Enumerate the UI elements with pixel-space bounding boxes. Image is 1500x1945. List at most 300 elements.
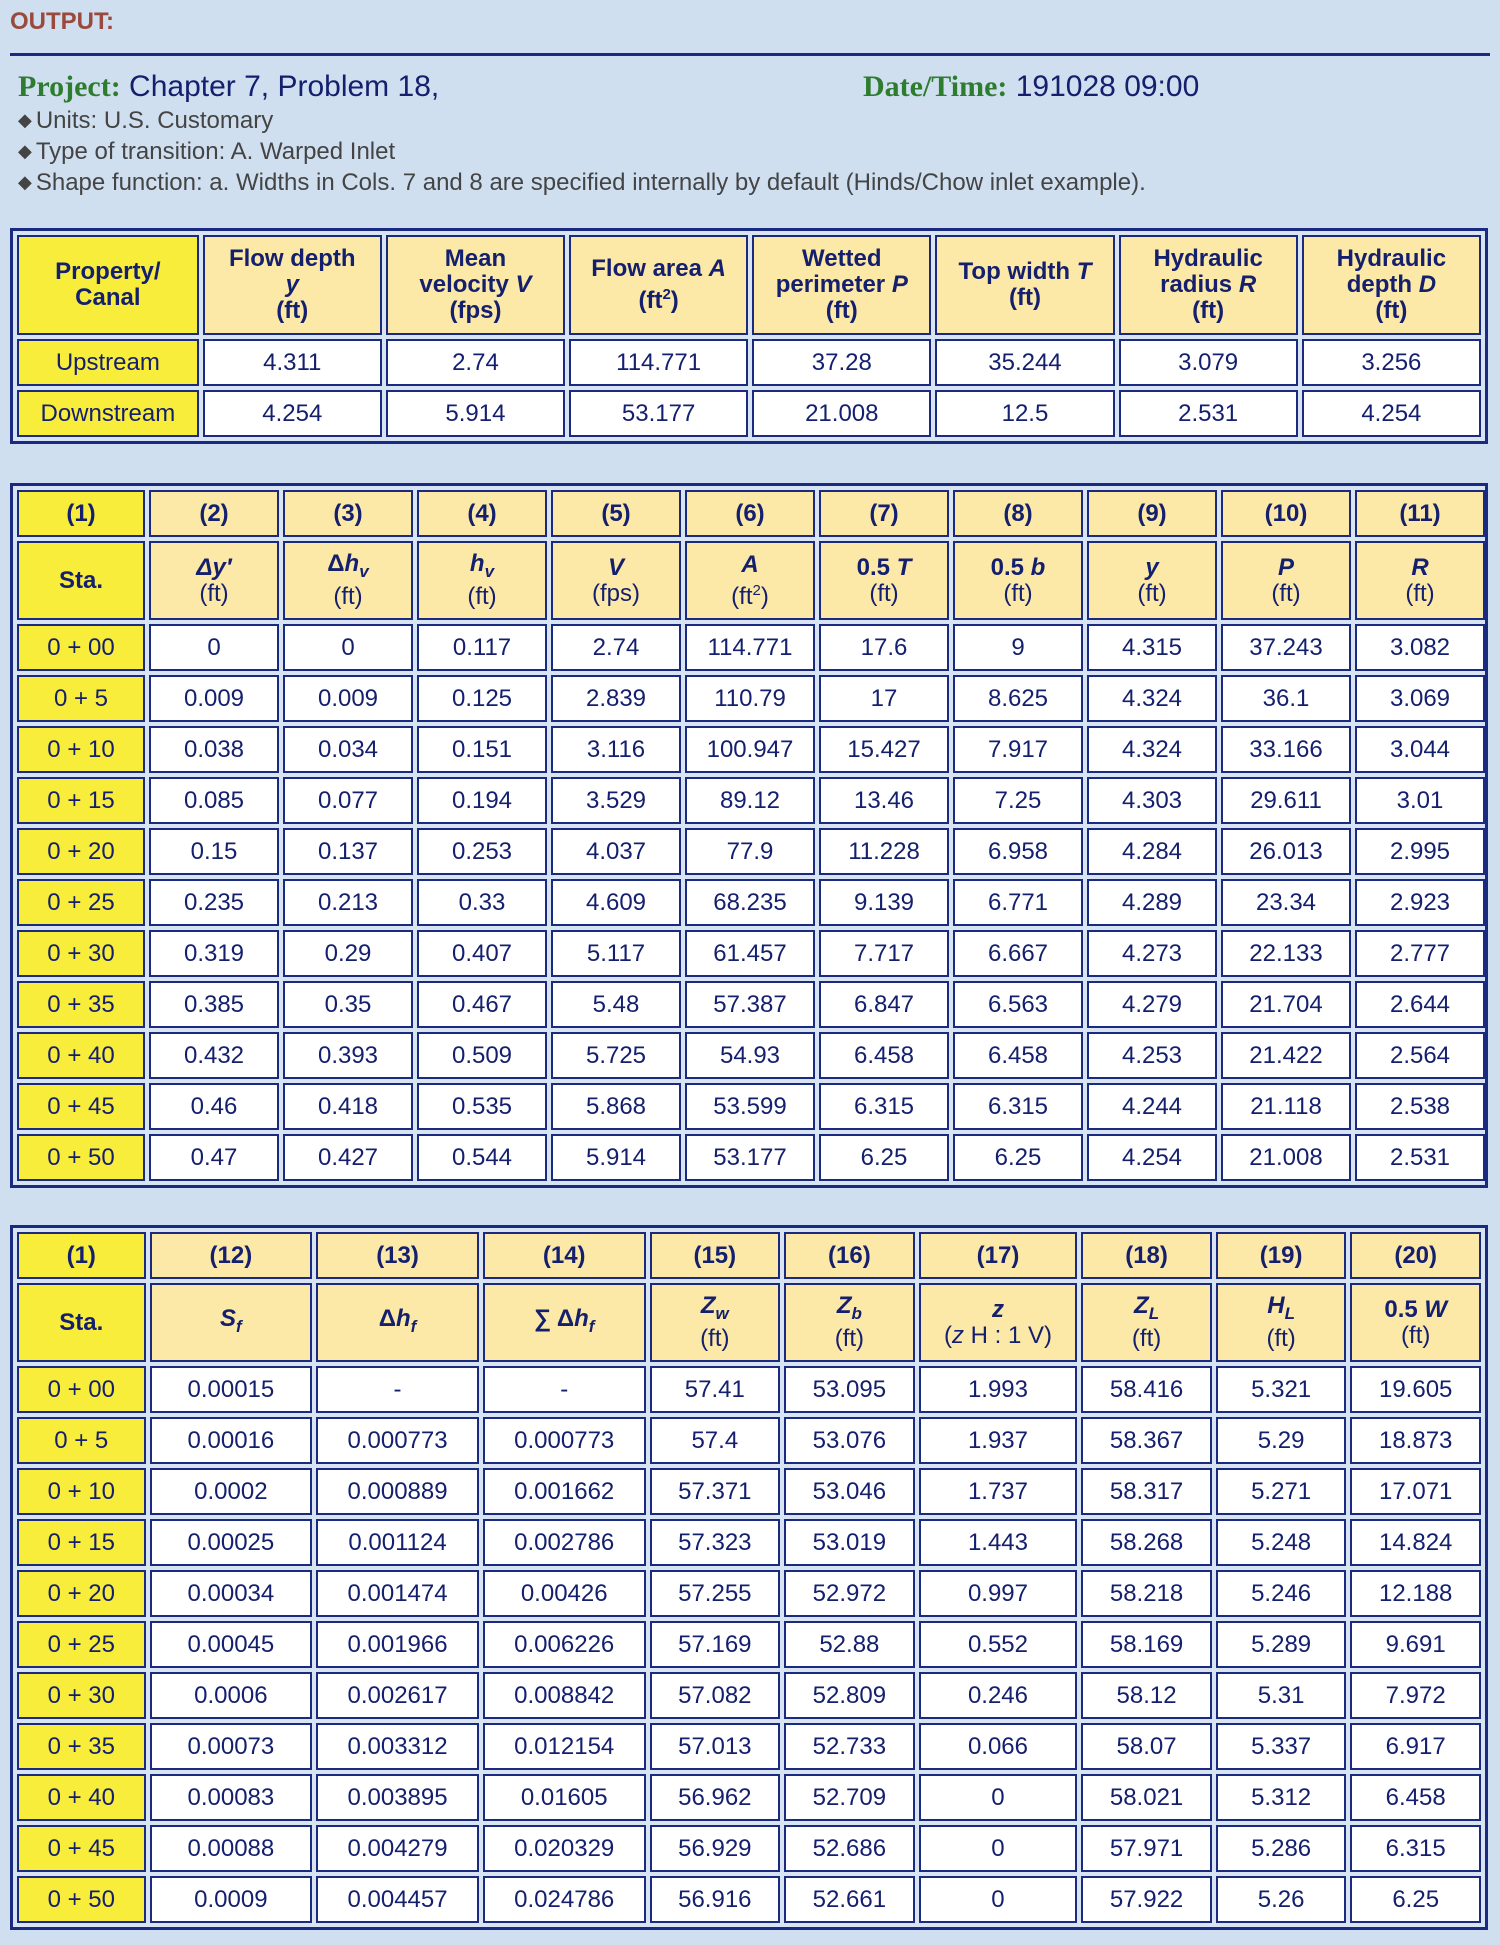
header-text: Hydraulic [1336,245,1447,272]
table-cell: 6.25 [953,1134,1083,1181]
table-row [17,981,1485,1028]
table-cell: 56.929 [650,1825,781,1872]
table-cell: 4.273 [1087,930,1217,977]
table-row [17,777,1485,824]
header-line [318,1306,477,1340]
table-cell: 3.044 [1355,726,1485,773]
table-cell: 0.012154 [483,1723,646,1770]
header-line [1304,272,1479,298]
header-unit: (fps) [449,297,502,324]
header-line [921,1323,1076,1349]
table-cell: 2.564 [1355,1032,1485,1079]
table-cell: 1.993 [919,1366,1078,1413]
row-label: Upstream [17,339,199,386]
header-unit: (ft) [700,1325,730,1353]
table-row [17,930,1485,977]
table-cell: 17 [819,675,949,722]
table-cell: 52.733 [784,1723,915,1770]
diamond-bullet-icon: ◆ [18,110,32,130]
column-number: (4) [417,490,547,537]
table-cell: 0.002786 [483,1519,646,1566]
header-line [1089,555,1215,581]
column-number: (1) [17,1232,146,1279]
table-cell: 61.457 [685,930,815,977]
table-cell: 58.12 [1081,1672,1212,1719]
table-cell: 0.01605 [483,1774,646,1821]
project-value: Chapter 7, Problem 18, [129,70,440,103]
table-cell: 58.317 [1081,1468,1212,1515]
table-cell: 0.000889 [316,1468,479,1515]
header-line [1083,1326,1210,1352]
divider [10,53,1490,56]
table-cell: 4.289 [1087,879,1217,926]
project-line [18,70,1488,106]
table-cell: 52.661 [784,1876,915,1923]
table-row [17,1825,1481,1872]
table-row [17,624,1485,671]
header-unit: (ft) [1401,1321,1431,1349]
table-cell: 114.771 [685,624,815,671]
header-line [652,1293,779,1327]
info-shape [18,168,1488,199]
datetime-value: 191028 09:00 [1015,70,1200,103]
table-cell: 15.427 [819,726,949,773]
table-cell: 37.28 [752,339,931,386]
column-header [1216,1283,1347,1362]
header-line [652,1326,779,1352]
table-cell: 1.737 [919,1468,1078,1515]
table-row [17,726,1485,773]
table-cell: 5.271 [1216,1468,1347,1515]
header-symbol: A [708,255,726,282]
table-cell: 68.235 [685,879,815,926]
table-cell: 13.46 [819,777,949,824]
header-line [754,298,929,324]
table-cell: 0.077 [283,777,413,824]
table-cell: 18.873 [1350,1417,1481,1464]
table-cell: 6.25 [1350,1876,1481,1923]
header-line [821,555,947,581]
table-cell: 57.971 [1081,1825,1212,1872]
table-cell: 23.34 [1221,879,1351,926]
table-cell: 5.286 [1216,1825,1347,1872]
table-cell: 58.218 [1081,1570,1212,1617]
column-header [417,541,547,620]
column-number-row [17,490,1485,537]
column-number: (17) [919,1232,1078,1279]
column-header [1119,235,1298,335]
table-cell: 3.079 [1119,339,1298,386]
header-line [821,581,947,607]
header-line [152,1306,311,1340]
table-cell: 52.709 [784,1774,915,1821]
table-cell: 58.268 [1081,1519,1212,1566]
header-unit: (ft) [825,297,858,324]
table-cell: 53.177 [685,1134,815,1181]
table-row [17,1672,1481,1719]
datetime-label: Date/Time: [863,70,1008,103]
table-cell: 57.013 [650,1723,781,1770]
header-line [754,272,929,298]
header-line [937,259,1112,285]
header-line [1218,1293,1345,1327]
header-symbol: $Z_w$ [700,1291,729,1323]
diamond-bullet-icon: ◆ [18,141,32,161]
table-cell: 53.019 [784,1519,915,1566]
table-row [17,1417,1481,1464]
column-number: (1) [17,490,145,537]
table-row [17,1570,1481,1617]
table-cell: 7.717 [819,930,949,977]
header-line [1304,246,1479,272]
table-cell: 53.046 [784,1468,915,1515]
table-cell: 9.691 [1350,1621,1481,1668]
column-header [17,1283,146,1362]
column-number: (14) [483,1232,646,1279]
table-cell: 4.254 [1087,1134,1217,1181]
header-line: Property/ [55,258,161,285]
row-label: 0 + 10 [17,726,145,773]
table-cell: 0.0006 [150,1672,313,1719]
row-label: 0 + 35 [17,981,145,1028]
column-number: (10) [1221,490,1351,537]
header-unit: (ft) [276,297,309,324]
table-cell: 12.5 [935,390,1114,437]
header-line [1352,1323,1479,1349]
info-transition [18,137,1488,168]
energy-loss-panel [10,1225,1488,1930]
header-line [205,298,380,324]
info-transition-text: Type of transition: A. Warped Inlet [35,138,396,165]
row-label: 0 + 40 [17,1774,146,1821]
table-cell: 4.279 [1087,981,1217,1028]
table-cell: 54.93 [685,1032,815,1079]
header-unit: (ft) [199,579,229,607]
header-symbol: $S_f$ [220,1304,242,1336]
table-cell: 0 [919,1774,1078,1821]
row-label: 0 + 00 [17,1366,146,1413]
header-unit: (ft) [1003,579,1033,607]
header-line [937,285,1112,311]
table-cell: 0.393 [283,1032,413,1079]
diamond-bullet-icon: ◆ [18,172,32,192]
column-header [650,1283,781,1362]
header-line [786,1326,913,1352]
table-cell: 4.253 [1087,1032,1217,1079]
table-cell: 4.244 [1087,1083,1217,1130]
canal-properties-panel [10,228,1488,444]
table-row [17,879,1485,926]
header-symbol: $\Delta h_f$ [378,1304,417,1336]
header-line [1352,1297,1479,1323]
table-cell: 4.254 [203,390,382,437]
table-cell: 53.177 [569,390,748,437]
table-cell: 57.387 [685,981,815,1028]
header-line [1304,298,1479,324]
header-line [1357,581,1483,607]
header-line: Canal [75,284,141,311]
table-cell: 0.246 [919,1672,1078,1719]
column-header [935,235,1114,335]
table-cell: 0.535 [417,1083,547,1130]
table-cell: 17.6 [819,624,949,671]
table-cell: 0.117 [417,624,547,671]
header-line: Sta. [59,1308,104,1336]
table-cell: 0.213 [283,879,413,926]
table-cell: 58.367 [1081,1417,1212,1464]
table-row [17,1519,1481,1566]
column-number: (20) [1350,1232,1481,1279]
column-number: (15) [650,1232,781,1279]
header-line [1218,1326,1345,1352]
table-cell: 0.002617 [316,1672,479,1719]
table-cell: 0.00025 [150,1519,313,1566]
column-header [685,541,815,620]
table-row [17,1032,1485,1079]
row-label: 0 + 40 [17,1032,145,1079]
table-cell: 6.958 [953,828,1083,875]
table-cell: 5.289 [1216,1621,1347,1668]
column-header [283,541,413,620]
table-cell: 0.544 [417,1134,547,1181]
header-row [17,541,1485,620]
row-label: 0 + 45 [17,1825,146,1872]
column-number: (6) [685,490,815,537]
header-symbol: V [607,553,624,581]
table-cell: 52.88 [784,1621,915,1668]
table-cell: 2.995 [1355,828,1485,875]
table-cell: 0.509 [417,1032,547,1079]
header-text: depth [1346,271,1413,298]
table-cell: 0.253 [417,828,547,875]
header-line [151,581,277,607]
project-header [18,70,1488,199]
table-cell: 52.972 [784,1570,915,1617]
table-cell: 5.337 [1216,1723,1347,1770]
table-cell: 2.839 [551,675,681,722]
row-label: 0 + 50 [17,1876,146,1923]
table-cell: 6.917 [1350,1723,1481,1770]
table-cell: 58.021 [1081,1774,1212,1821]
column-header [1302,235,1481,335]
header-line [754,246,929,272]
header-line [1121,298,1296,324]
header-line [571,256,746,282]
table-cell: 7.917 [953,726,1083,773]
table-cell: 57.41 [650,1366,781,1413]
header-line [388,246,563,272]
table-cell: 35.244 [935,339,1114,386]
table-cell: 0.319 [149,930,279,977]
column-number: (9) [1087,490,1217,537]
header-symbol: T [1076,258,1092,285]
column-number: (13) [316,1232,479,1279]
table-cell: 0 [283,624,413,671]
column-header [1081,1283,1212,1362]
table-cell: 0.00016 [150,1417,313,1464]
header-symbol: $\Delta h_v$ [327,549,369,581]
table-cell: 4.609 [551,879,681,926]
row-label: 0 + 50 [17,1134,145,1181]
column-number: (19) [1216,1232,1347,1279]
table-cell: 0.020329 [483,1825,646,1872]
table-cell: 110.79 [685,675,815,722]
table-cell: 6.458 [953,1032,1083,1079]
column-header [551,541,681,620]
header-symbol: y [1145,553,1159,581]
header-line [1121,246,1296,272]
table-cell: 0.004457 [316,1876,479,1923]
header-symbol: z [991,1295,1004,1323]
table-cell: 53.599 [685,1083,815,1130]
table-cell: 4.315 [1087,624,1217,671]
table-row [17,339,1481,386]
transition-geometry-panel [10,483,1488,1188]
table-cell: 0.009 [283,675,413,722]
header-line [1083,1293,1210,1327]
table-cell: 5.321 [1216,1366,1347,1413]
header-unit: (ft) [1131,1325,1162,1353]
table-cell: 0.151 [417,726,547,773]
column-header [1355,541,1485,620]
table-cell: 1.443 [919,1519,1078,1566]
table-row [17,1366,1481,1413]
info-units-text: Units: U.S. Customary [35,107,274,134]
header-line [285,551,411,585]
table-cell: 0.418 [283,1083,413,1130]
table-cell: 0.194 [417,777,547,824]
table-cell: 5.246 [1216,1570,1347,1617]
table-cell: 89.12 [685,777,815,824]
header-unit: (ft) [1137,579,1167,607]
table-cell: 22.133 [1221,930,1351,977]
header-line [1223,555,1349,581]
table-cell: 58.169 [1081,1621,1212,1668]
table-cell: 0.024786 [483,1876,646,1923]
table-cell: 3.529 [551,777,681,824]
table-cell: 4.324 [1087,675,1217,722]
header-symbol: $Z_b$ [836,1291,862,1323]
header-symbol: Δy′ [196,553,232,581]
table-cell: 57.082 [650,1672,781,1719]
table-row [17,1083,1485,1130]
table-cell: 0.137 [283,828,413,875]
header-unit: $(ft^2)$ [638,286,679,314]
table-cell: 0.427 [283,1134,413,1181]
header-unit: (ft) [1266,1325,1296,1353]
header-symbol: $H_L$ [1267,1291,1295,1323]
table-cell: 3.256 [1302,339,1481,386]
table-cell: 3.116 [551,726,681,773]
column-header [1221,541,1351,620]
header-symbol: 0.5 b [990,553,1046,581]
table-cell: 6.315 [819,1083,949,1130]
table-cell: 0.00426 [483,1570,646,1617]
table-row [17,390,1481,437]
table-cell: 0.47 [149,1134,279,1181]
table-cell: 57.922 [1081,1876,1212,1923]
column-number: (18) [1081,1232,1212,1279]
table-cell: 0.997 [919,1570,1078,1617]
table-cell: 8.625 [953,675,1083,722]
table-cell: 5.725 [551,1032,681,1079]
table-cell: 0.33 [417,879,547,926]
header-line [419,584,545,610]
table-cell: 2.644 [1355,981,1485,1028]
table-cell: 0.29 [283,930,413,977]
table-cell: 0.15 [149,828,279,875]
header-unit: (ft) [1008,284,1041,311]
header-row [17,235,1481,335]
table-cell: 0.00073 [150,1723,313,1770]
table-cell: 0.003312 [316,1723,479,1770]
info-units [18,106,1488,137]
table-cell: 56.916 [650,1876,781,1923]
table-row [17,1774,1481,1821]
header-symbol: P [891,271,908,298]
row-label: 0 + 15 [17,1519,146,1566]
column-header [386,235,565,335]
column-header [819,541,949,620]
table-cell: 0.552 [919,1621,1078,1668]
table-cell: 57.169 [650,1621,781,1668]
header-symbol: 0.5 W [1384,1295,1448,1323]
column-number: (3) [283,490,413,537]
row-label: 0 + 30 [17,1672,146,1719]
header-symbol: y [285,271,299,298]
table-cell: 5.248 [1216,1519,1347,1566]
header-symbol: P [1277,553,1294,581]
table-cell: 36.1 [1221,675,1351,722]
table-cell: 2.74 [386,339,565,386]
column-header [1087,541,1217,620]
table-cell: 0.00088 [150,1825,313,1872]
table-cell: 57.371 [650,1468,781,1515]
header-symbol: 0.5 T [856,553,912,581]
table-cell: 6.563 [953,981,1083,1028]
table-cell: 5.312 [1216,1774,1347,1821]
row-label: 0 + 25 [17,1621,146,1668]
column-header [919,1283,1078,1362]
table-cell: 58.07 [1081,1723,1212,1770]
table-cell: 21.422 [1221,1032,1351,1079]
header-symbol: ∑ $\Delta h_f$ [533,1304,595,1336]
table-cell: 0.001662 [483,1468,646,1515]
table-cell: 0.432 [149,1032,279,1079]
table-cell: 6.771 [953,879,1083,926]
table-row [17,1723,1481,1770]
header-text: radius [1160,271,1233,298]
table-cell: 58.416 [1081,1366,1212,1413]
table-cell: 2.923 [1355,879,1485,926]
header-line [388,272,563,298]
table-cell: 2.531 [1119,390,1298,437]
table-row [17,1468,1481,1515]
table-cell: 7.25 [953,777,1083,824]
header-unit: (ft) [467,583,497,611]
header-line: Sta. [58,566,103,594]
table-row [17,1876,1481,1923]
table-cell: 2.538 [1355,1083,1485,1130]
table-cell: 21.008 [752,390,931,437]
table-cell: 56.962 [650,1774,781,1821]
header-unit: (z H : 1 V) [943,1321,1052,1349]
header-text: Flow area [591,255,702,282]
row-label: Downstream [17,390,199,437]
header-text: velocity [419,271,509,298]
header-line [687,578,813,610]
table-cell: 0.000773 [316,1417,479,1464]
